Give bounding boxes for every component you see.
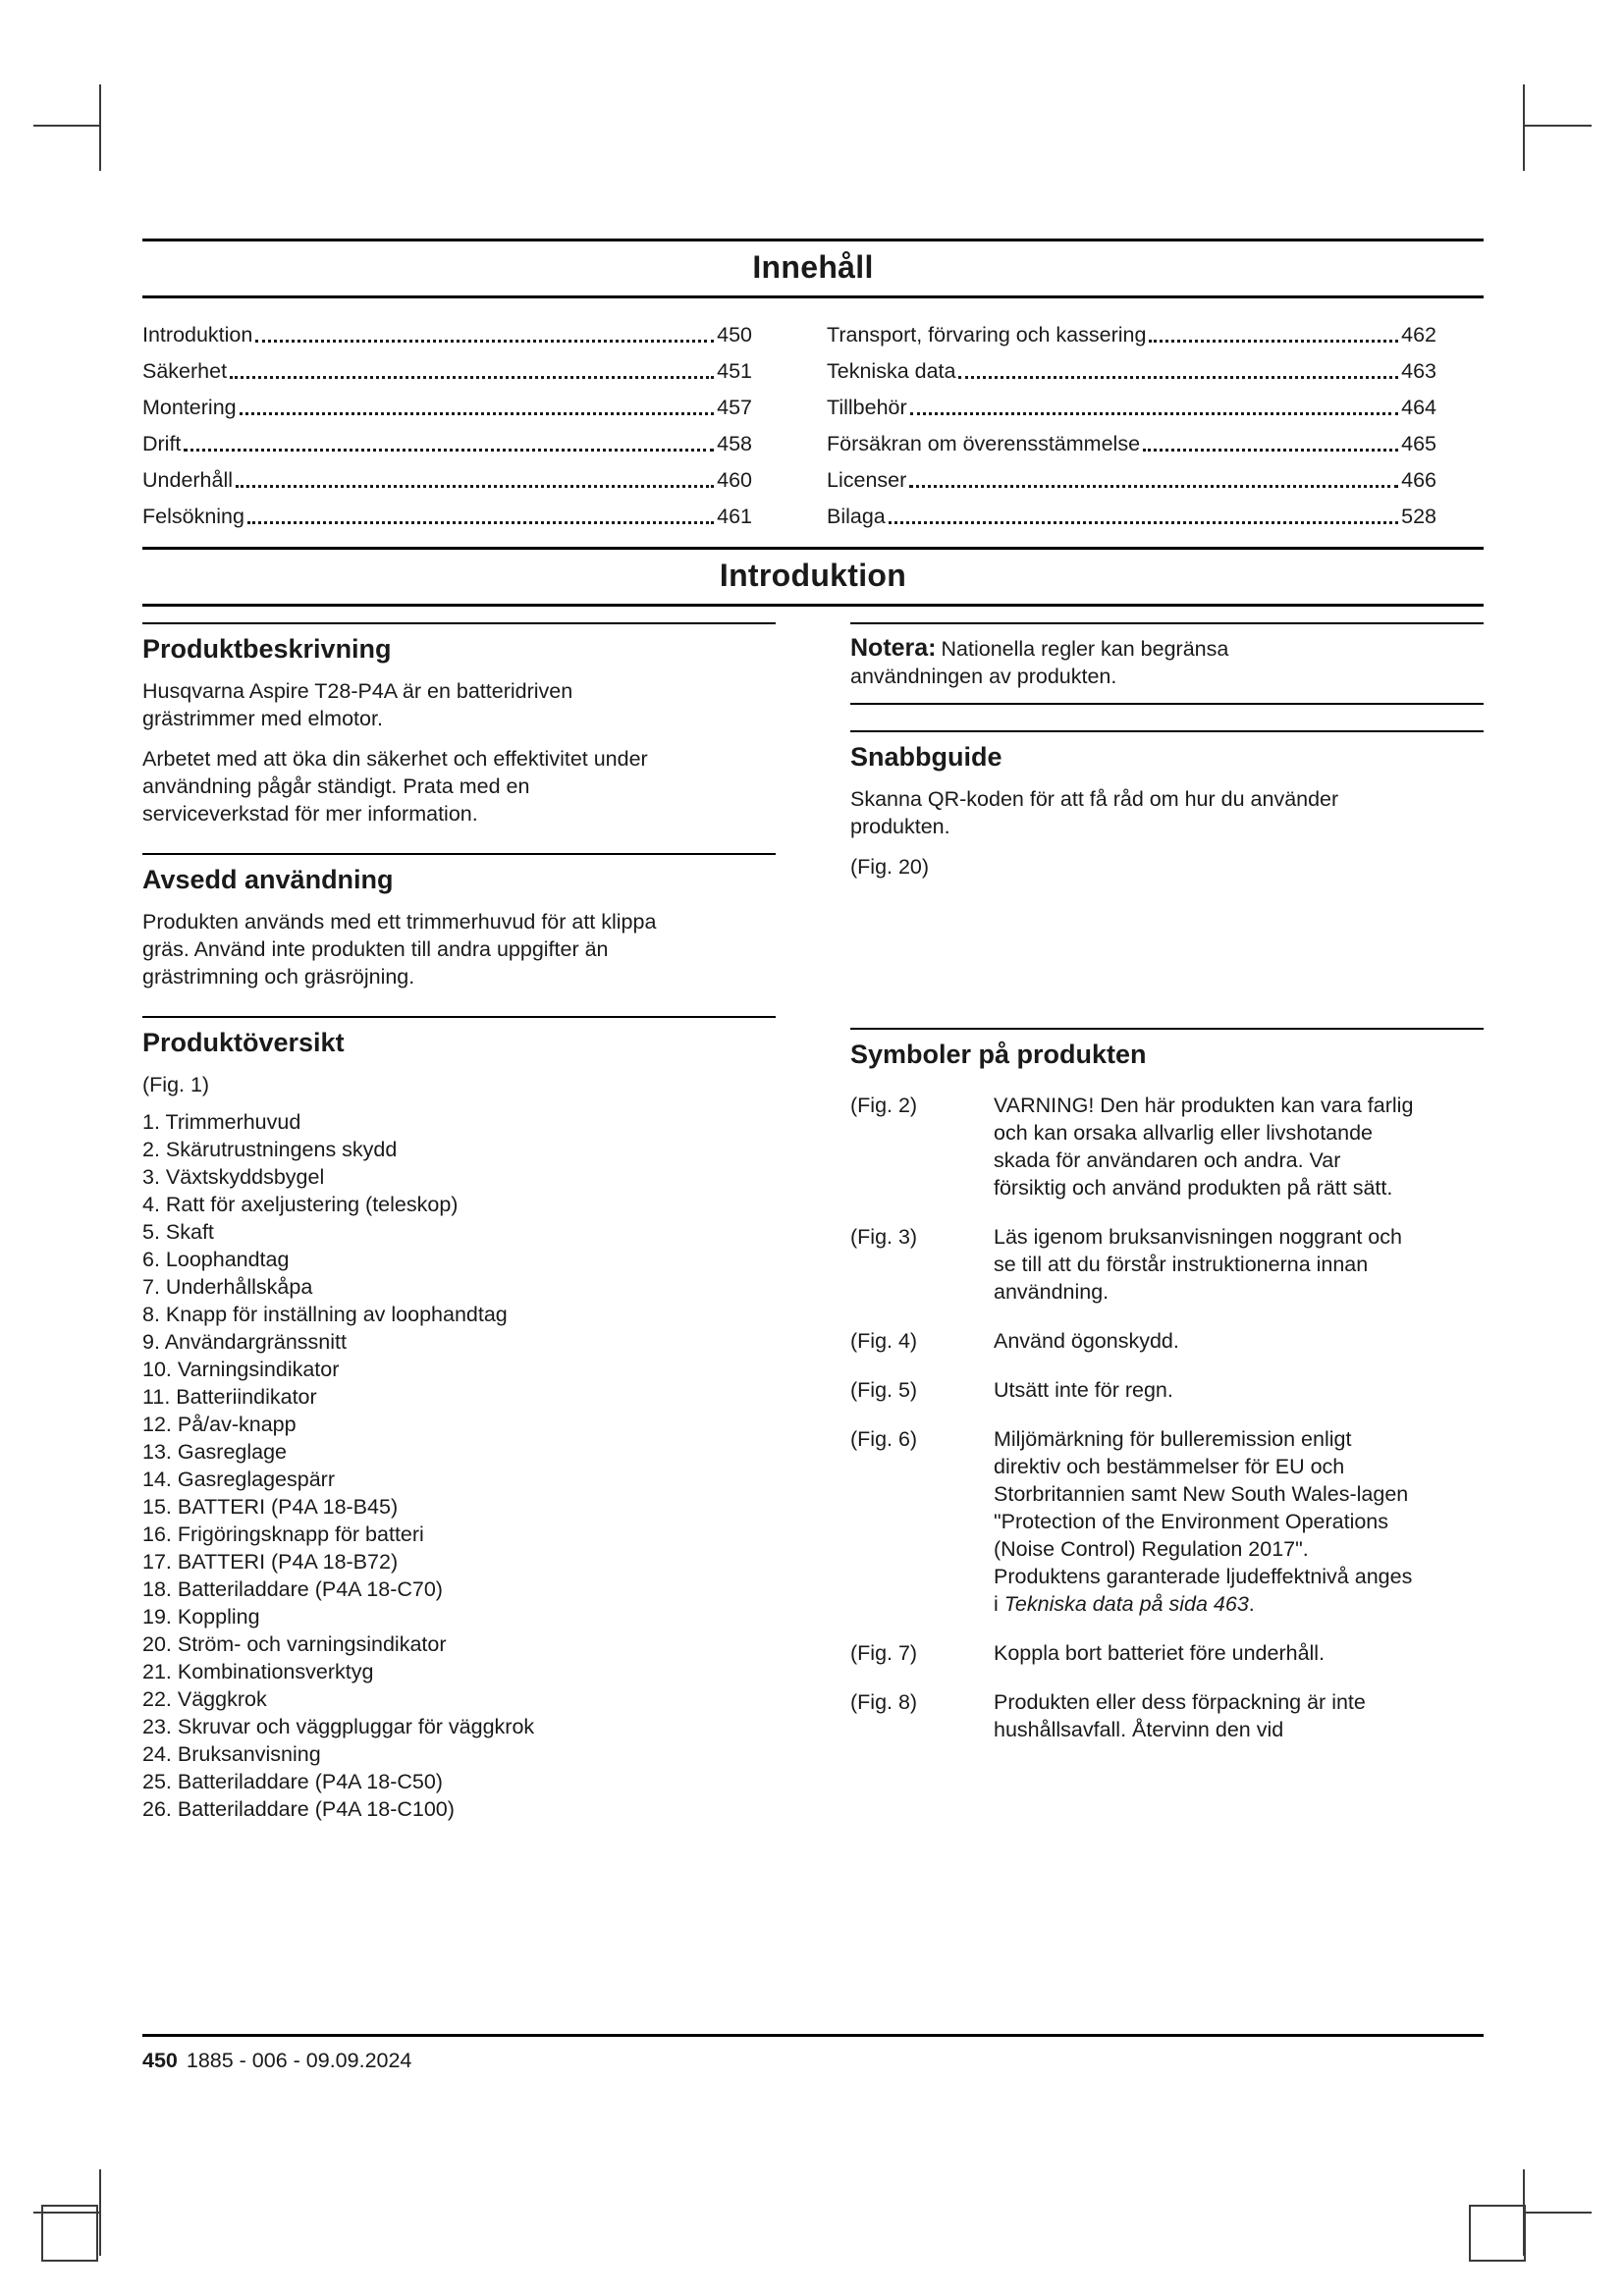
heading-snabbguide: Snabbguide (850, 730, 1484, 773)
toc-section (142, 239, 1484, 529)
symbol-fig-ref: (Fig. 5) (850, 1378, 918, 1402)
intro-right-column (850, 622, 1484, 1823)
symbol-row (850, 1223, 1484, 1306)
toc-entry-label: Bilaga (827, 505, 886, 528)
toc-entry-label: Montering (142, 396, 237, 419)
page-footer (142, 2034, 1484, 2073)
toc-entry-page: 528 (1401, 505, 1436, 528)
product-list-item: 25. Batteriladdare (P4A 18-C50) (142, 1770, 443, 1793)
symbol-text: Utsätt inte för regn. (994, 1378, 1173, 1402)
toc-left-column (142, 311, 752, 529)
toc-entry-label: Säkerhet (142, 359, 228, 383)
toc-entry-label: Drift (142, 432, 182, 455)
toc-entry-page: 464 (1401, 396, 1436, 419)
toc-dot-leader (909, 485, 1398, 488)
symbol-fig-ref: (Fig. 2) (850, 1094, 918, 1117)
product-list-item: 16. Frigöringsknapp för batteri (142, 1522, 424, 1546)
toc-entry-label: Licenser (827, 468, 907, 492)
paragraph: Skanna QR-koden för att få råd om hur du använder produkten. (850, 787, 1339, 838)
symbol-text: VARNING! Den här produkten kan vara farlig och kan orsaka allvarlig eller livshotande skada för användaren och andra. Var försiktig och använd produkten på rätt sätt. (994, 1094, 1414, 1200)
symbol-row (850, 1092, 1484, 1201)
paragraph: Husqvarna Aspire T28-P4A är en batteridriven grästrimmer med elmotor. (142, 679, 573, 730)
note-text: Nationella regler kan begränsa användningen av produkten. (850, 637, 1229, 688)
crop-mark-bottom-right-horizontal (1525, 2212, 1592, 2214)
product-list-item: 11. Batteriindikator (142, 1385, 317, 1409)
product-list-item: 6. Loophandtag (142, 1248, 290, 1271)
symbol-row (850, 1425, 1484, 1618)
toc-columns (142, 311, 1484, 529)
toc-dot-leader (1143, 449, 1398, 452)
product-list-item: 9. Användargränssnitt (142, 1330, 347, 1354)
symbol-row (850, 1376, 1484, 1404)
toc-entry (142, 493, 752, 529)
product-list-item: 26. Batteriladdare (P4A 18-C100) (142, 1797, 455, 1821)
crop-mark-bottom-left-box (41, 2205, 98, 2262)
product-list-item: 20. Ström- och varningsindikator (142, 1632, 447, 1656)
toc-dot-leader (889, 521, 1398, 524)
symbol-text: Koppla bort batteriet före underhåll. (994, 1641, 1326, 1665)
page-content (142, 239, 1484, 1823)
toc-entry-page: 465 (1401, 432, 1436, 455)
product-list-item: 3. Växtskyddsbygel (142, 1165, 325, 1189)
toc-dot-leader (1149, 340, 1398, 343)
product-list-item: 4. Ratt för axeljustering (teleskop) (142, 1193, 459, 1216)
toc-dot-leader (240, 412, 715, 415)
product-list-item: 5. Skaft (142, 1220, 214, 1244)
product-list-item: 24. Bruksanvisning (142, 1742, 321, 1766)
toc-entry-label: Tekniska data (827, 359, 956, 383)
toc-dot-leader (910, 412, 1398, 415)
toc-entry-page: 450 (717, 323, 752, 347)
toc-dot-leader (958, 376, 1398, 379)
product-list-item: 8. Knapp för inställning av loophandtag (142, 1303, 508, 1326)
toc-dot-leader (255, 340, 714, 343)
toc-entry (827, 420, 1436, 456)
toc-title: Innehåll (142, 239, 1484, 298)
symbol-row (850, 1688, 1484, 1743)
toc-right-column (827, 311, 1484, 529)
symbol-fig-ref: (Fig. 4) (850, 1329, 918, 1353)
toc-entry (827, 493, 1436, 529)
product-list-item: 13. Gasreglage (142, 1440, 288, 1464)
product-list-item: 23. Skruvar och väggpluggar för väggkrok (142, 1715, 535, 1738)
footer-doc-id: 1885 - 006 - 09.09.2024 (186, 2049, 412, 2072)
symbol-row (850, 1639, 1484, 1667)
note-label: Notera: (850, 634, 937, 662)
toc-entry (827, 347, 1436, 384)
product-overview-list (142, 1108, 776, 1823)
symbol-fig-ref: (Fig. 6) (850, 1427, 918, 1451)
product-list-item: 22. Väggkrok (142, 1687, 267, 1711)
section-title-introduktion: Introduktion (142, 547, 1484, 607)
product-list-item: 2. Skärutrustningens skydd (142, 1138, 398, 1161)
toc-entry-label: Felsökning (142, 505, 244, 528)
product-list-item: 14. Gasreglagespärr (142, 1468, 335, 1491)
product-list-item: 18. Batteriladdare (P4A 18-C70) (142, 1577, 443, 1601)
toc-entry-label: Tillbehör (827, 396, 907, 419)
toc-entry-label: Underhåll (142, 468, 234, 492)
toc-dot-leader (247, 521, 714, 524)
symbol-text: Miljömärkning för bulleremission enligt direktiv och bestämmelser för EU och Storbritannien samt New South Wales-lagen "Protection of the Environment Operations (Noise Control) Regulation 2017". Produktens garanterade ljudeffektnivå anges i Tekniska data på sida 463. (994, 1427, 1413, 1616)
product-list-item: 19. Koppling (142, 1605, 260, 1629)
toc-entry-page: 461 (717, 505, 752, 528)
paragraph: Produkten används med ett trimmerhuvud för att klippa gräs. Använd inte produkten till andra uppgifter än grästrimning och gräsröjning. (142, 910, 657, 988)
toc-entry-label: Introduktion (142, 323, 253, 347)
toc-entry (827, 384, 1436, 420)
crop-mark-bottom-right-box (1469, 2205, 1526, 2262)
heading-produktbeskrivning: Produktbeskrivning (142, 622, 776, 665)
crop-mark-top-left-vertical (99, 84, 101, 171)
toc-entry-page: 460 (717, 468, 752, 492)
toc-entry-page: 466 (1401, 468, 1436, 492)
toc-entry-page: 451 (717, 359, 752, 383)
symbol-fig-ref: (Fig. 8) (850, 1690, 918, 1714)
toc-entry (142, 384, 752, 420)
heading-symboler: Symboler på produkten (850, 1028, 1484, 1070)
toc-entry-page: 463 (1401, 359, 1436, 383)
intro-columns (142, 622, 1484, 1823)
toc-entry-label: Försäkran om överensstämmelse (827, 432, 1141, 455)
heading-avsedd-anvandning: Avsedd användning (142, 853, 776, 895)
symbol-fig-ref: (Fig. 7) (850, 1641, 918, 1665)
product-list-item: 10. Varningsindikator (142, 1358, 340, 1381)
toc-entry (827, 456, 1436, 493)
product-list-item: 17. BATTERI (P4A 18-B72) (142, 1550, 399, 1574)
intro-left-column (142, 622, 776, 1823)
toc-entry (142, 311, 752, 347)
toc-entry-label: Transport, förvaring och kassering (827, 323, 1147, 347)
toc-entry (142, 347, 752, 384)
product-list-item: 1. Trimmerhuvud (142, 1110, 301, 1134)
toc-entry-page: 457 (717, 396, 752, 419)
toc-entry-page: 458 (717, 432, 752, 455)
figure-ref: (Fig. 20) (850, 855, 930, 879)
heading-produktoversikt: Produktöversikt (142, 1016, 776, 1058)
toc-dot-leader (236, 485, 714, 488)
toc-entry (827, 311, 1436, 347)
crop-mark-top-right-vertical (1523, 84, 1525, 171)
product-list-item: 21. Kombinationsverktyg (142, 1660, 374, 1683)
product-list-item: 12. På/av-knapp (142, 1413, 297, 1436)
note-block (850, 622, 1484, 705)
symbol-text: Använd ögonskydd. (994, 1329, 1179, 1353)
toc-entry (142, 420, 752, 456)
crop-mark-top-left-horizontal (33, 125, 100, 127)
toc-dot-leader (230, 376, 714, 379)
symbol-text: Produkten eller dess förpackning är inte hushållsavfall. Återvinn den vid (994, 1690, 1366, 1741)
toc-dot-leader (184, 449, 714, 452)
figure-ref: (Fig. 1) (142, 1073, 210, 1096)
crop-mark-top-right-horizontal (1525, 125, 1592, 127)
symbol-text: Läs igenom bruksanvisningen noggrant och se till att du förstår instruktionerna innan användning. (994, 1225, 1402, 1304)
toc-entry (142, 456, 752, 493)
symbol-row (850, 1327, 1484, 1355)
footer-page-number: 450 (142, 2049, 178, 2072)
paragraph: Arbetet med att öka din säkerhet och effektivitet under användning pågår ständigt. Prata med en serviceverkstad för mer information. (142, 747, 648, 826)
product-list-item: 15. BATTERI (P4A 18-B45) (142, 1495, 399, 1519)
symbol-fig-ref: (Fig. 3) (850, 1225, 918, 1249)
product-list-item: 7. Underhållskåpa (142, 1275, 313, 1299)
toc-entry-page: 462 (1401, 323, 1436, 347)
